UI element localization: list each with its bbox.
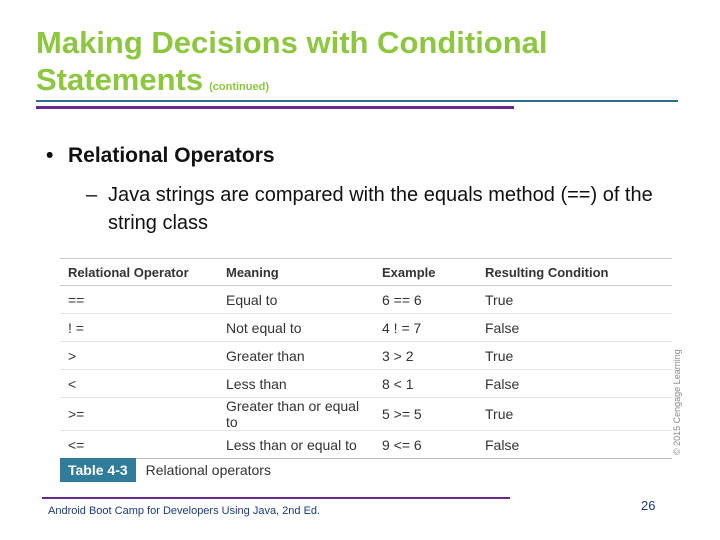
header-operator: Relational Operator	[60, 259, 218, 286]
table-row	[60, 314, 672, 342]
cell-operator: >	[60, 342, 218, 370]
title-suffix: (continued)	[209, 81, 269, 93]
table-row	[60, 342, 672, 370]
table-header-row	[60, 259, 672, 286]
table-row	[60, 286, 672, 314]
bullet-text: Relational Operators	[68, 144, 275, 167]
footer-rule	[42, 497, 510, 499]
cell-result: False	[477, 314, 672, 342]
cell-example: 5 >= 5	[374, 398, 477, 431]
slide-title	[36, 24, 696, 98]
cell-meaning: Not equal to	[218, 314, 374, 342]
title-line-2	[36, 61, 696, 98]
cell-result: False	[477, 431, 672, 459]
cell-result: True	[477, 398, 672, 431]
copyright-notice: © 2015 Cengage Learning	[672, 349, 682, 455]
cell-example: 9 <= 6	[374, 431, 477, 459]
table-row	[60, 370, 672, 398]
caption-tag: Table 4-3	[60, 458, 136, 482]
sub-bullet-glyph: –	[86, 184, 98, 206]
footer-text: Android Boot Camp for Developers Using Java, 2nd Ed.	[48, 505, 321, 517]
cell-operator: <	[60, 370, 218, 398]
cell-operator: >=	[60, 398, 218, 431]
cell-example: 3 > 2	[374, 342, 477, 370]
cell-operator: ==	[60, 286, 218, 314]
header-meaning: Meaning	[218, 259, 374, 286]
cell-meaning: Equal to	[218, 286, 374, 314]
cell-example: 8 < 1	[374, 370, 477, 398]
bullet-glyph: •	[46, 144, 54, 167]
cell-meaning: Greater than or equal to	[218, 398, 374, 431]
cell-meaning: Less than	[218, 370, 374, 398]
cell-operator: ! =	[60, 314, 218, 342]
table-row	[60, 398, 672, 431]
title-line-1: Making Decisions with Conditional	[36, 25, 548, 60]
relational-operators-table	[60, 258, 672, 459]
cell-example: 6 == 6	[374, 286, 477, 314]
title-rule-blue	[36, 100, 678, 102]
header-example: Example	[374, 259, 477, 286]
cell-meaning: Greater than	[218, 342, 374, 370]
page-number: 26	[641, 498, 656, 513]
cell-result: True	[477, 286, 672, 314]
sub-bullet-item	[86, 181, 676, 237]
cell-result: True	[477, 342, 672, 370]
cell-meaning: Less than or equal to	[218, 431, 374, 459]
cell-result: False	[477, 370, 672, 398]
table-row	[60, 431, 672, 459]
cell-example: 4 ! = 7	[374, 314, 477, 342]
sub-bullet-text: Java strings are compared with the equals method (==) of the string class	[108, 184, 653, 234]
title-line-2-text: Statements	[36, 62, 204, 97]
caption-text: Relational operators	[145, 462, 271, 478]
header-result: Resulting Condition	[477, 259, 672, 286]
table-caption	[60, 458, 271, 482]
bullet-item	[46, 144, 275, 168]
title-rule-purple	[36, 106, 514, 109]
cell-operator: <=	[60, 431, 218, 459]
